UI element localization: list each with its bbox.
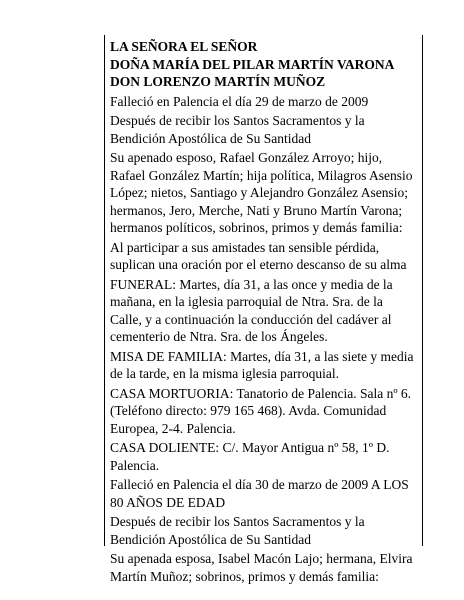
header-line-1: LA SEÑORA EL SEÑOR bbox=[110, 39, 258, 54]
sacraments-1: Después de recibir los Santos Sacramentos y la Bendición Apostólica de Su Santidad bbox=[110, 113, 365, 146]
funeral-info: FUNERAL: Martes, día 31, a las once y media de la mañana, en la iglesia parroquial de Ntra. Sra. de la Calle, y a continuación la conducción del cadáver al cementerio de Ntra. Sra. de los Ángeles. bbox=[110, 276, 393, 344]
mortuary-info: CASA MORTUORIA: Tanatorio de Palencia. Sala nº 6. (Teléfono directo: 979 165 468). Avda. Comunidad Europea, 2-4. Palencia. bbox=[110, 385, 412, 436]
death-date-1: Falleció en Palencia el día 29 de marzo de 2009 bbox=[110, 93, 369, 109]
header-line-2: DOÑA MARÍA DEL PILAR MARTÍN VARONA bbox=[110, 56, 395, 72]
header-line-3: DON LORENZO MARTÍN MUÑOZ bbox=[110, 74, 326, 89]
prayer-request: Al participar a sus amistades tan sensible pérdida, suplican una oración por el eterno descanso de su alma bbox=[110, 239, 407, 272]
left-column-rule bbox=[104, 35, 105, 546]
mourning-house-info: CASA DOLIENTE: C/. Mayor Antigua nº 58, 1º D. Palencia. bbox=[110, 440, 390, 473]
obituary-column bbox=[110, 38, 418, 584]
family-1: Su apenado esposo, Rafael González Arroyo; hijo, Rafael González Martín; hija política, Milagros Asensio López; nietos, Santiago y Alejandro González Asensio; hermanos, Jero, Merche, Nati y Bruno Martín Varona; hermanos políticos, sobrinos, primos y demás familia: bbox=[110, 150, 413, 235]
family-2: Su apenada esposa, Isabel Macón Lajo; hermana, Elvira Martín Muñoz; sobrinos, primos y demás familia: bbox=[110, 551, 413, 584]
right-column-rule bbox=[422, 35, 423, 546]
family-mass-info: MISA DE FAMILIA: Martes, día 31, a las siete y media de la tarde, en la misma iglesia parroquial. bbox=[110, 348, 414, 381]
sacraments-2: Después de recibir los Santos Sacramentos y la Bendición Apostólica de Su Santidad bbox=[110, 514, 365, 547]
death-date-2: Falleció en Palencia el día 30 de marzo de 2009 A LOS 80 AÑOS DE EDAD bbox=[110, 477, 409, 510]
